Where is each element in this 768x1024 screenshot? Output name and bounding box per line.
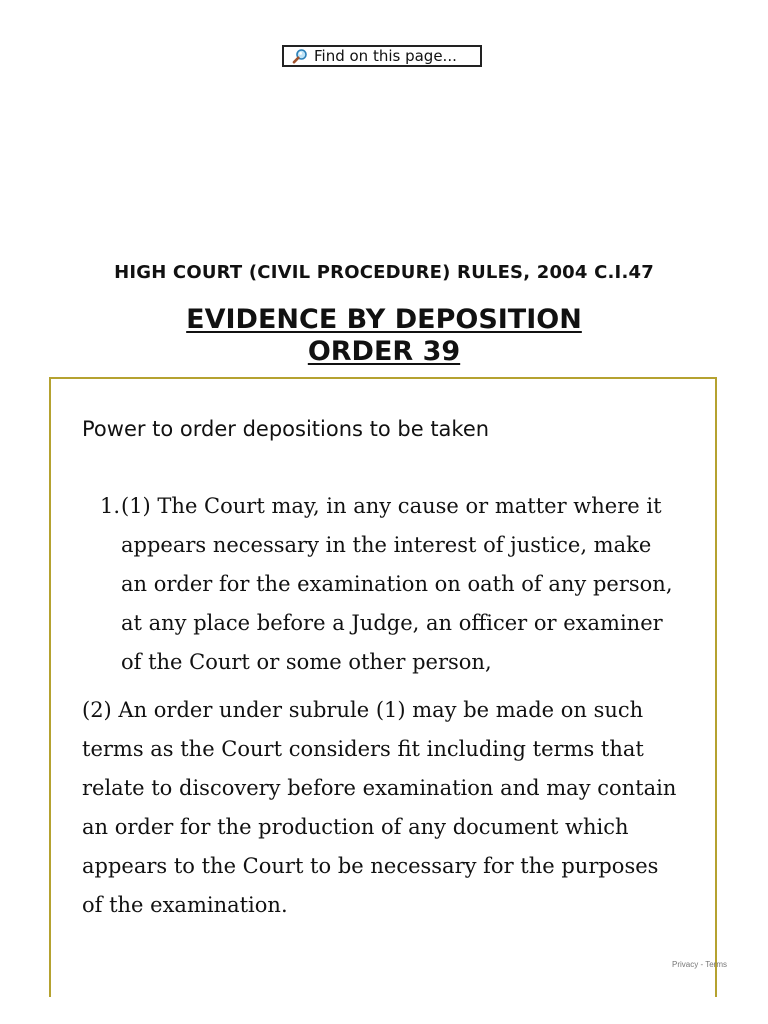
document-title: [0, 304, 768, 368]
document-content-box: [49, 377, 717, 997]
document-title-line-1: EVIDENCE BY DEPOSITION: [186, 304, 582, 335]
find-on-page-button[interactable]: [282, 45, 482, 67]
terms-link[interactable]: Terms: [705, 960, 727, 969]
recaptcha-links: [672, 960, 727, 969]
document-subtitle: HIGH COURT (CIVIL PROCEDURE) RULES, 2004 C.I.47: [114, 262, 654, 283]
section-heading: Power to order depositions to be taken: [82, 417, 490, 441]
find-on-page-label: Find on this page...: [314, 47, 457, 65]
rule-text: (1) The Court may, in any cause or matter where it appears necessary in the interest of justice, make an order for the examination on oath of any person, at any place before a Judge, an officer or examiner of the Court or some other person,: [121, 494, 673, 674]
link-separator: -: [698, 960, 706, 969]
rule-number: 1.: [99, 494, 120, 518]
subrule-paragraph: (2) An order under subrule (1) may be made on such terms as the Court considers fit including terms that relate to discovery before examination and may contain an order for the production of any document which appears to the Court to be necessary for the purposes of the examination.: [82, 698, 677, 917]
list-item: [82, 487, 677, 682]
document-title-line-2: ORDER 39: [307, 336, 461, 367]
magnifier-icon: [292, 48, 308, 64]
privacy-link[interactable]: Privacy: [672, 960, 699, 969]
rule-list: [82, 487, 677, 682]
